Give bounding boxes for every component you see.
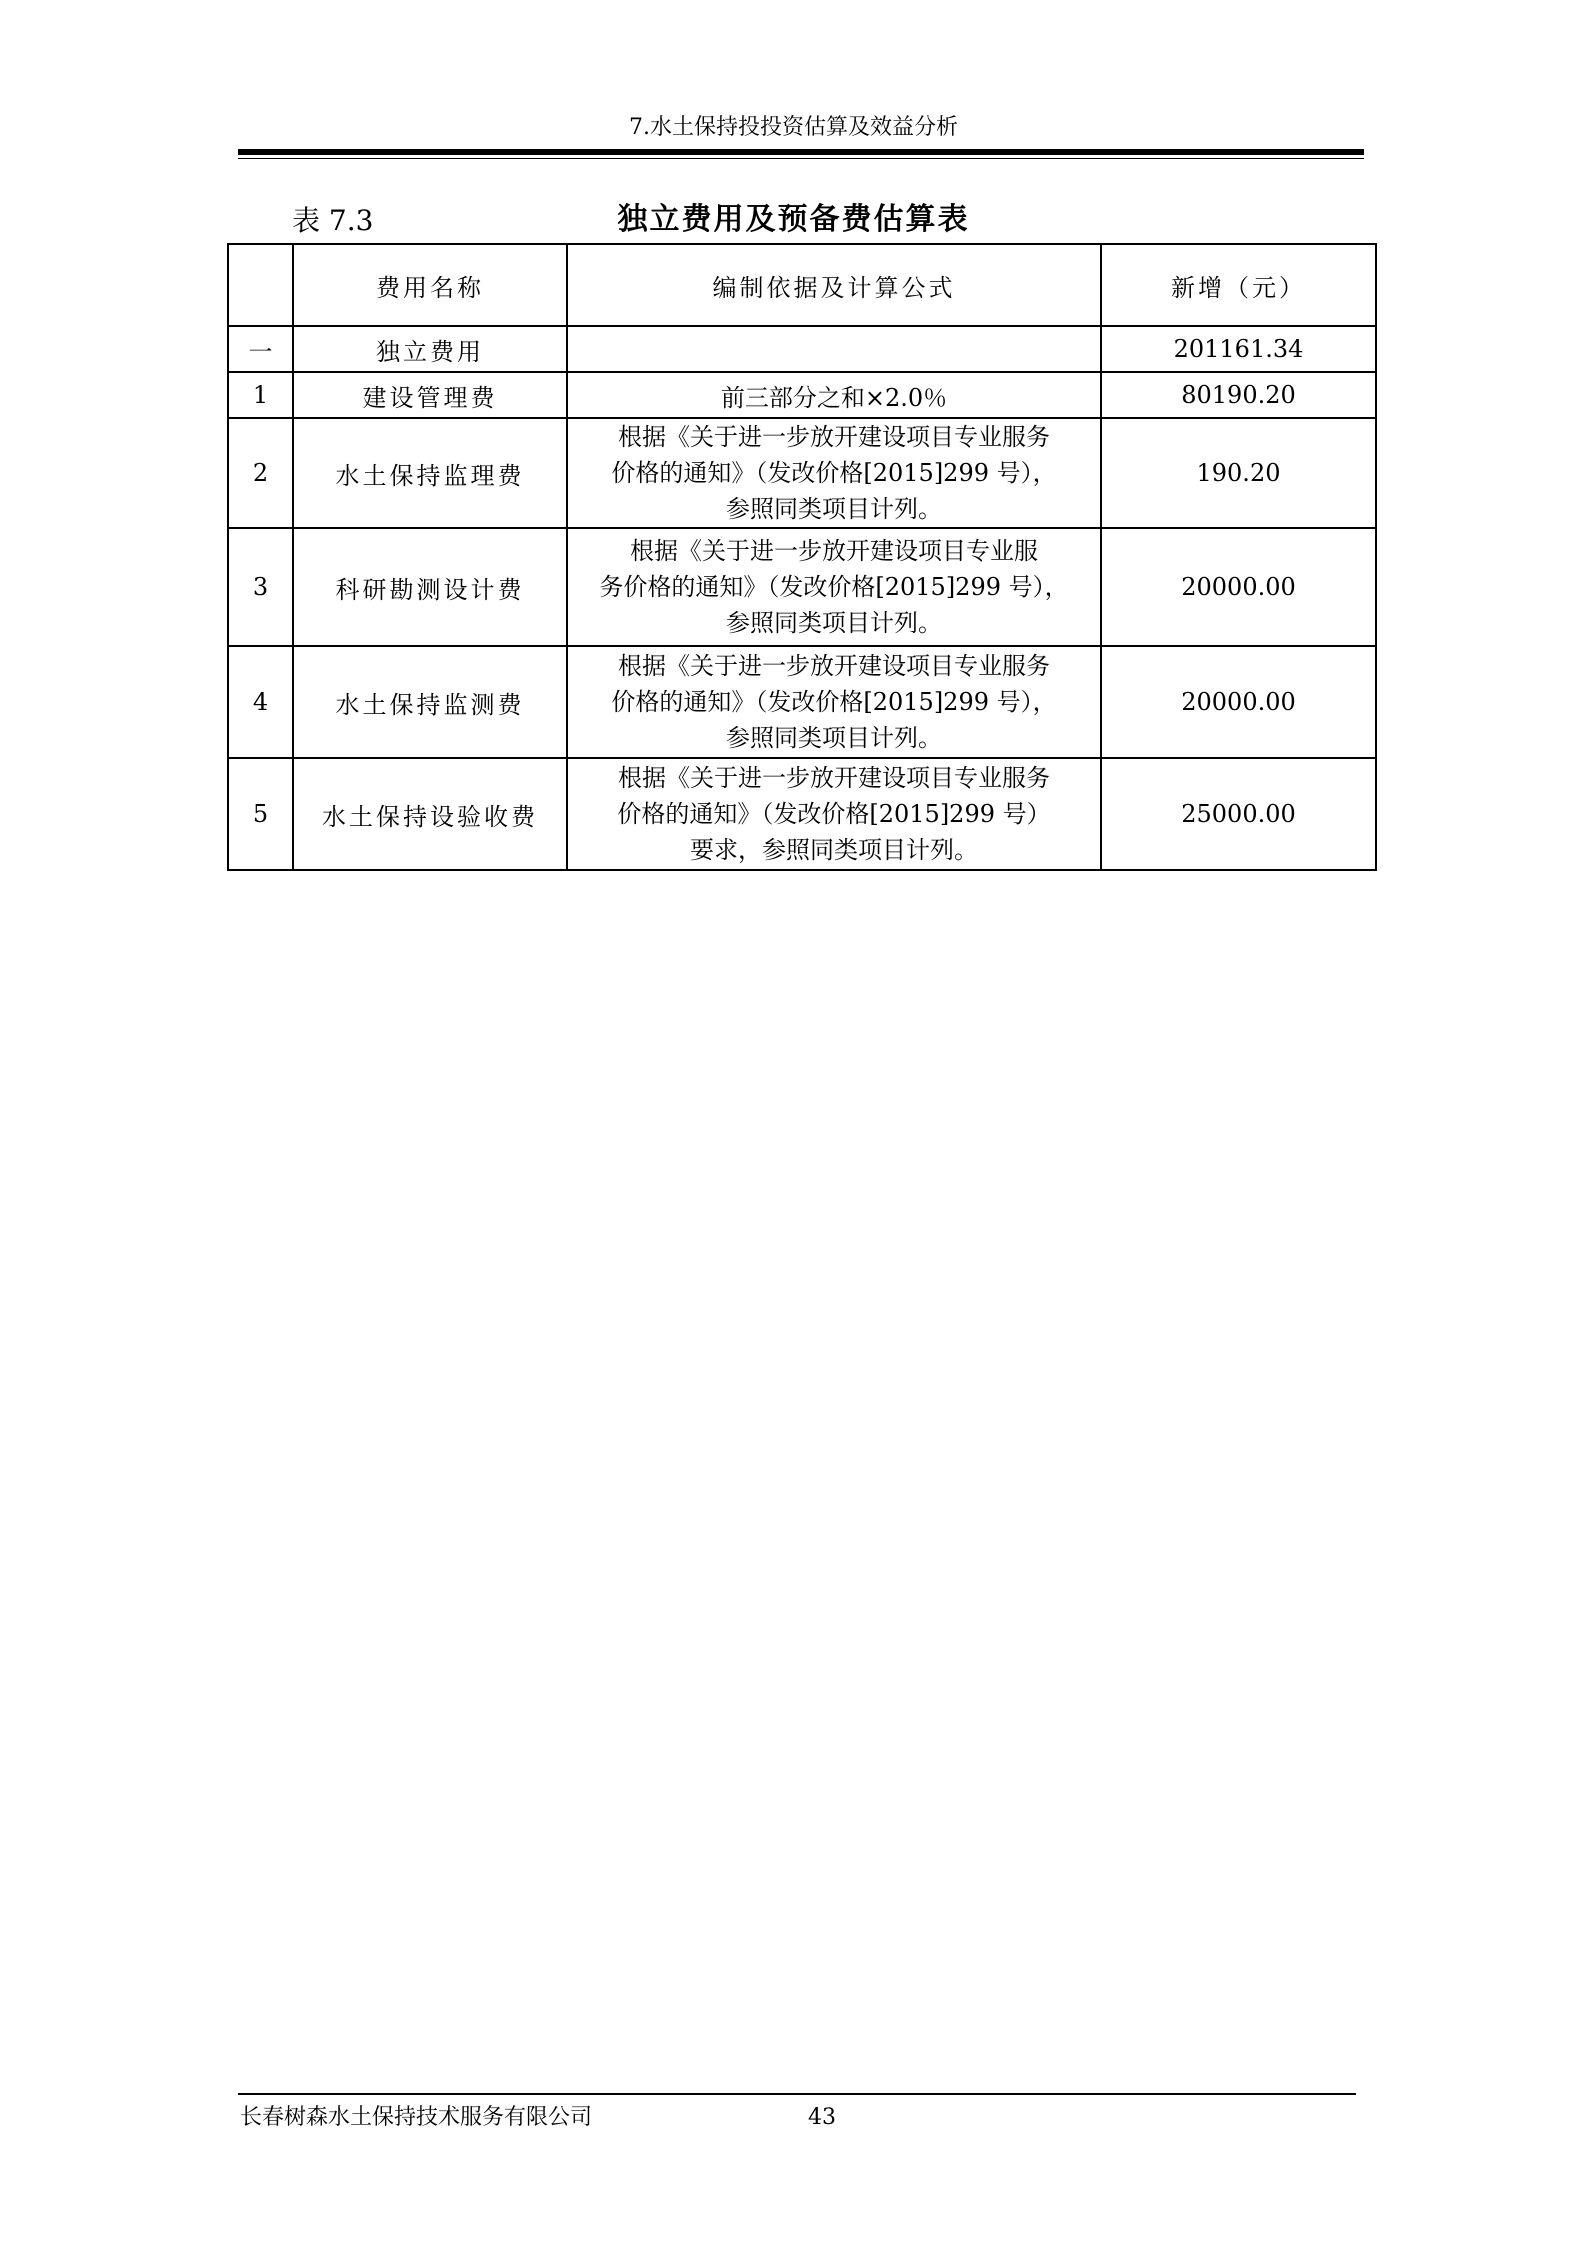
basis-line: 参照同类项目计列。 [726, 724, 942, 752]
row-no: 2 [228, 418, 293, 528]
footer-rule [238, 2093, 1356, 2095]
running-header: 7.水土保持投投资估算及效益分析 [629, 115, 958, 140]
basis-line: 务价格的通知》（发改价格[2015]299 号）， [599, 573, 1069, 601]
table-number: 表 7.3 [292, 204, 374, 237]
row-basis: 前三部分之和×2.0％ [567, 372, 1101, 418]
row-amount: 80190.20 [1101, 372, 1376, 418]
basis-line: 价格的通知》（发改价格[2015]299 号）， [611, 459, 1057, 487]
table-row [228, 758, 1376, 870]
row-no: 1 [228, 372, 293, 418]
column-header-amount: 新增（元） [1101, 244, 1376, 326]
page-number: 43 [808, 2105, 836, 2130]
row-basis [567, 418, 1101, 528]
basis-line: 价格的通知》（发改价格[2015]299 号） [617, 800, 1051, 828]
basis-line: 要求，参照同类项目计列。 [690, 836, 978, 864]
row-name: 科研勘测设计费 [293, 528, 567, 646]
basis-line: 根据《关于进一步放开建设项目专业服务 [618, 423, 1050, 451]
row-amount: 190.20 [1101, 418, 1376, 528]
row-amount: 20000.00 [1101, 528, 1376, 646]
row-amount: 20000.00 [1101, 646, 1376, 758]
basis-line: 根据《关于进一步放开建设项目专业服务 [618, 764, 1050, 792]
basis-line: 根据《关于进一步放开建设项目专业服务 [618, 652, 1050, 680]
table-row [228, 646, 1376, 758]
column-header-name: 费用名称 [293, 244, 567, 326]
row-no: 3 [228, 528, 293, 646]
row-name: 建设管理费 [293, 372, 567, 418]
cost-table [227, 243, 1377, 871]
table-row [228, 418, 1376, 528]
header-rule-thin [238, 158, 1364, 159]
basis-line: 根据《关于进一步放开建设项目专业服 [630, 537, 1038, 565]
row-basis [567, 758, 1101, 870]
row-basis [567, 528, 1101, 646]
table-title: 独立费用及预备费估算表 [617, 202, 970, 237]
row-name: 水土保持设验收费 [293, 758, 567, 870]
row-no: 一 [228, 326, 293, 372]
footer-company: 长春树森水土保持技术服务有限公司 [240, 2105, 593, 2130]
row-no: 5 [228, 758, 293, 870]
table-row [228, 326, 1376, 372]
table-header-row [228, 244, 1376, 326]
header-rule-thick [238, 149, 1364, 155]
row-name: 水土保持监测费 [293, 646, 567, 758]
basis-line: 参照同类项目计列。 [726, 495, 942, 523]
table-row [228, 372, 1376, 418]
row-amount: 201161.34 [1101, 326, 1376, 372]
column-header-no [228, 244, 293, 326]
table-row [228, 528, 1376, 646]
row-basis [567, 646, 1101, 758]
column-header-basis: 编制依据及计算公式 [567, 244, 1101, 326]
basis-line: 价格的通知》（发改价格[2015]299 号）， [611, 688, 1057, 716]
row-no: 4 [228, 646, 293, 758]
basis-line: 参照同类项目计列。 [726, 609, 942, 637]
row-name: 独立费用 [293, 326, 567, 372]
row-name: 水土保持监理费 [293, 418, 567, 528]
row-basis [567, 326, 1101, 372]
row-amount: 25000.00 [1101, 758, 1376, 870]
